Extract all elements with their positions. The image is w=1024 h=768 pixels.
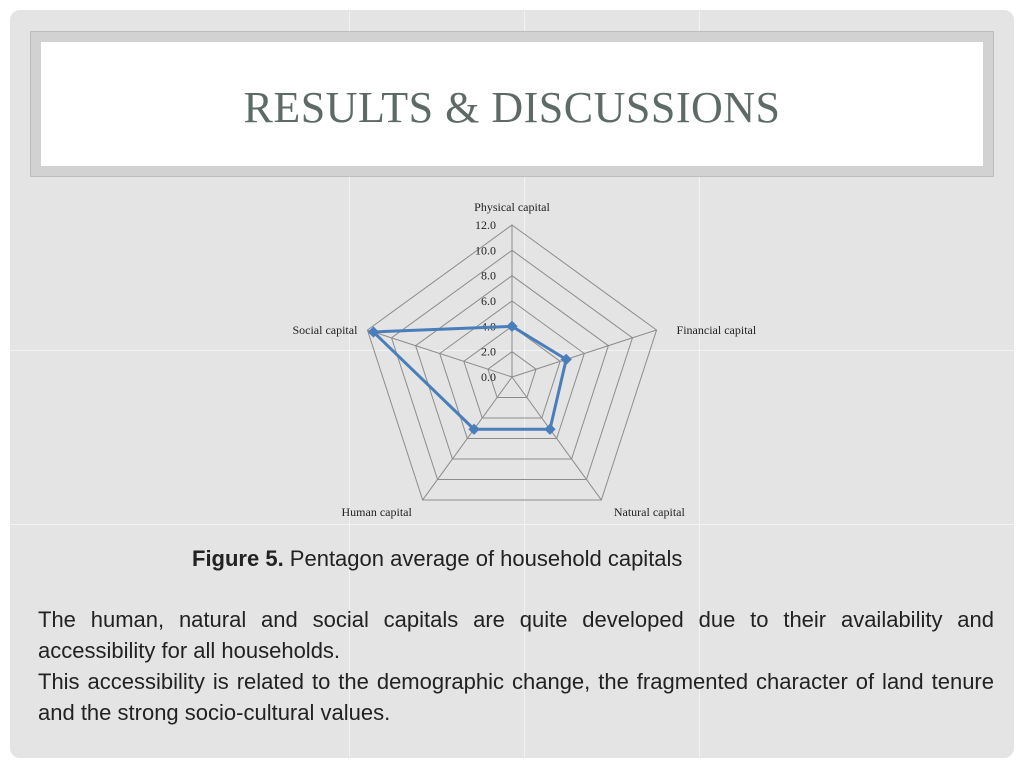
data-point	[544, 424, 555, 435]
tick-label: 4.0	[481, 319, 496, 334]
axis-label: Physical capital	[474, 200, 550, 214]
axis-label: Financial capital	[676, 323, 757, 338]
tick-label: 10.0	[475, 243, 496, 258]
slide	[10, 10, 1014, 758]
figure-caption-text: Pentagon average of household capitals	[283, 546, 683, 571]
page-title: RESULTS & DISCUSSIONS	[243, 83, 781, 132]
tick-label: 0.0	[481, 370, 496, 384]
figure-caption-label: Figure 5.	[192, 546, 284, 571]
figure-caption	[192, 546, 682, 572]
axis-spoke	[512, 330, 657, 377]
body-paragraph-2: This accessibility is related to the demographic change, the fragmented character of land tenure and the strong socio-cultural values.	[38, 669, 994, 725]
axis-label: Natural capital	[613, 504, 685, 519]
tick-label: 12.0	[475, 218, 496, 232]
body-paragraph-1: The human, natural and social capitals are quite developed due to their availability and accessibility for all households.	[38, 607, 994, 663]
tick-label: 2.0	[481, 344, 496, 359]
axis-label: Social capital	[292, 323, 358, 338]
axis-label: Human capital	[341, 504, 412, 519]
tick-label: 6.0	[481, 294, 496, 308]
tick-label: 8.0	[481, 268, 496, 283]
